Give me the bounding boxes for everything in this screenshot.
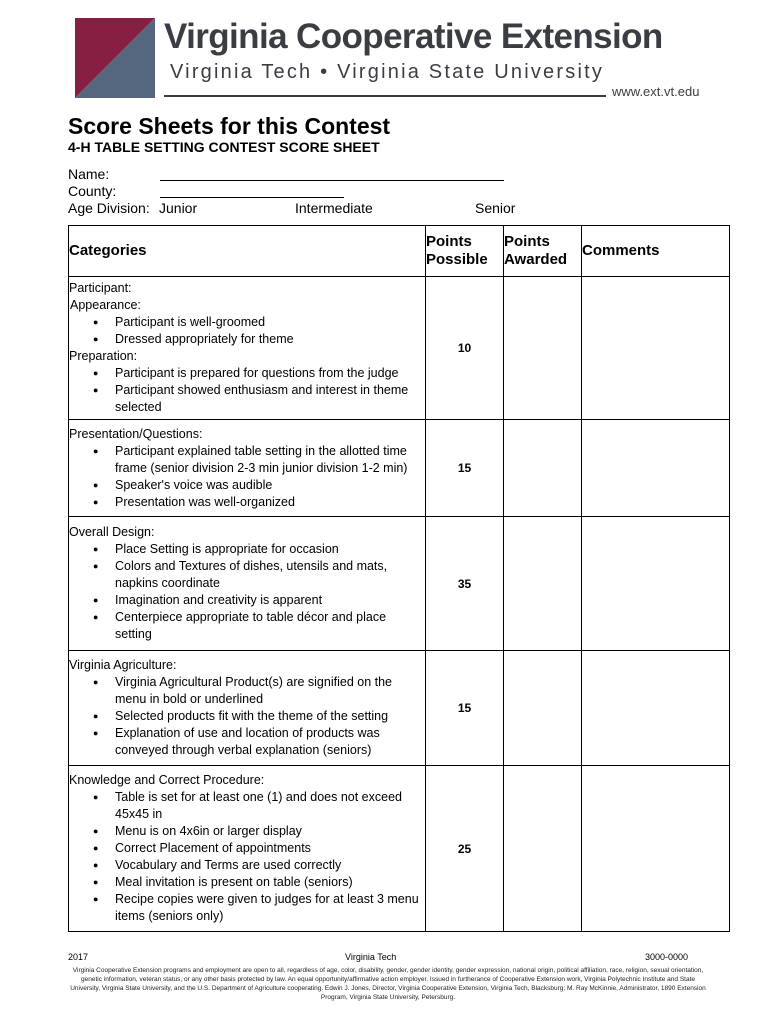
list-item: ● Participant showed enthusiasm and interest in theme selected	[115, 382, 425, 416]
category-cell	[69, 651, 426, 766]
points-possible-cell: 35	[426, 517, 504, 651]
comments-cell[interactable]	[582, 766, 730, 932]
table-header-row	[69, 226, 730, 277]
org-title: Virginia Cooperative Extension	[164, 17, 663, 56]
list-item: ● Place Setting is appropriate for occasion	[115, 541, 425, 558]
vce-logo-icon	[75, 18, 155, 98]
points-awarded-cell[interactable]	[504, 766, 582, 932]
points-possible-cell: 10	[426, 277, 504, 420]
age-option-junior[interactable]: Junior	[159, 200, 198, 216]
county-label: County:	[68, 183, 117, 199]
category-title: Overall Design:	[69, 525, 155, 539]
category-cell	[69, 420, 426, 517]
footer-disclaimer: Virginia Cooperative Extension programs and employment are open to all, regardless of age, color, disability, gender, gender identity, gender expression, national origin, political affiliation, race, religion, sexual orientation, genetic information, veteran status, or any other basis protected by law. An equal opportunity/affirmative action employer. Issued in furtherance of Cooperative Extension work, Virginia Polytechnic Institute and State University, Virginia State University, and the U.S. Department of Agriculture cooperating. Edwin J. Jones, Director, Virginia Cooperative Extension, Virginia Tech, Blacksburg; M. Ray McKinnie, Administrator, 1890 Extension Program, Virginia State University, Petersburg.	[70, 967, 706, 1001]
list-item: ● Presentation was well-organized	[115, 494, 425, 511]
list-item: ● Participant explained table setting in the allotted time frame (senior division 2-3 min junior division 1-2 min)	[115, 443, 425, 477]
name-field[interactable]	[160, 180, 504, 181]
criteria-list	[69, 365, 425, 416]
score-table	[68, 225, 730, 932]
list-item: ● Explanation of use and location of products was conveyed through verbal explanation (seniors)	[115, 725, 425, 759]
category-title: Virginia Agriculture:	[69, 658, 177, 672]
category-title: Presentation/Questions:	[69, 426, 203, 441]
category-cell	[69, 277, 426, 420]
points-awarded-cell[interactable]	[504, 277, 582, 420]
footer-code: 3000-0000	[645, 952, 689, 962]
list-item: ● Virginia Agricultural Product(s) are signified on the menu in bold or underlined	[115, 674, 425, 708]
criteria-list	[69, 443, 425, 511]
category-cell	[69, 766, 426, 932]
list-item: ● Table is set for at least one (1) and does not exceed 45x45 in	[115, 789, 425, 823]
list-item: ● Correct Placement of appointments	[115, 840, 425, 857]
header-categories: Categories	[69, 226, 426, 277]
points-possible-cell: 15	[426, 420, 504, 517]
list-item: ● Vocabulary and Terms are used correctly	[115, 857, 425, 874]
points-awarded-cell[interactable]	[504, 651, 582, 766]
category-cell	[69, 517, 426, 651]
points-awarded-cell[interactable]	[504, 420, 582, 517]
list-item: ● Meal invitation is present on table (seniors)	[115, 874, 425, 891]
age-option-senior[interactable]: Senior	[475, 200, 516, 216]
list-item: ● Centerpiece appropriate to table décor and place setting	[115, 609, 425, 643]
page-title: Score Sheets for this Contest	[68, 113, 391, 139]
header-points-possible: Points Possible	[426, 226, 504, 277]
header-points-awarded: Points Awarded	[504, 226, 582, 277]
category-subheading: Preparation:	[69, 349, 138, 363]
comments-cell[interactable]	[582, 277, 730, 420]
category-title: Participant:	[69, 281, 132, 295]
list-item: ● Speaker's voice was audible	[115, 477, 425, 494]
footer-center: Virginia Tech	[345, 952, 397, 962]
age-option-intermediate[interactable]: Intermediate	[295, 200, 373, 216]
criteria-list	[69, 789, 425, 925]
org-subtitle: Virginia Tech • Virginia State University	[170, 61, 605, 83]
header-divider	[164, 95, 606, 97]
table-row	[69, 651, 730, 766]
header-comments: Comments	[582, 226, 730, 277]
table-row	[69, 420, 730, 517]
name-label: Name:	[68, 166, 110, 182]
list-item: ● Selected products fit with the theme of the setting	[115, 708, 425, 725]
table-row	[69, 766, 730, 932]
table-row	[69, 517, 730, 651]
category-subheading: Appearance:	[70, 298, 141, 312]
list-item: ● Menu is on 4x6in or larger display	[115, 823, 425, 840]
points-possible-cell: 25	[426, 766, 504, 932]
category-title: Knowledge and Correct Procedure:	[69, 773, 265, 787]
table-row	[69, 277, 730, 420]
comments-cell[interactable]	[582, 420, 730, 517]
age-division-label: Age Division:	[68, 200, 150, 216]
county-field[interactable]	[160, 197, 344, 198]
list-item: ● Colors and Textures of dishes, utensils and mats, napkins coordinate	[115, 558, 425, 592]
points-awarded-cell[interactable]	[504, 517, 582, 651]
comments-cell[interactable]	[582, 517, 730, 651]
page-subtitle: 4-H TABLE SETTING CONTEST SCORE SHEET	[68, 139, 380, 155]
footer-year: 2017	[68, 952, 89, 962]
points-possible-cell: 15	[426, 651, 504, 766]
list-item: ● Participant is well-groomed	[115, 314, 425, 331]
list-item: ● Participant is prepared for questions from the judge	[115, 365, 425, 382]
list-item: ● Dressed appropriately for theme	[115, 331, 425, 348]
criteria-list	[69, 314, 425, 348]
list-item: ● Recipe copies were given to judges for at least 3 menu items (seniors only)	[115, 891, 425, 925]
org-url: www.ext.vt.edu	[612, 84, 700, 99]
list-item: ● Imagination and creativity is apparent	[115, 592, 425, 609]
criteria-list	[69, 541, 425, 643]
criteria-list	[69, 674, 425, 759]
comments-cell[interactable]	[582, 651, 730, 766]
